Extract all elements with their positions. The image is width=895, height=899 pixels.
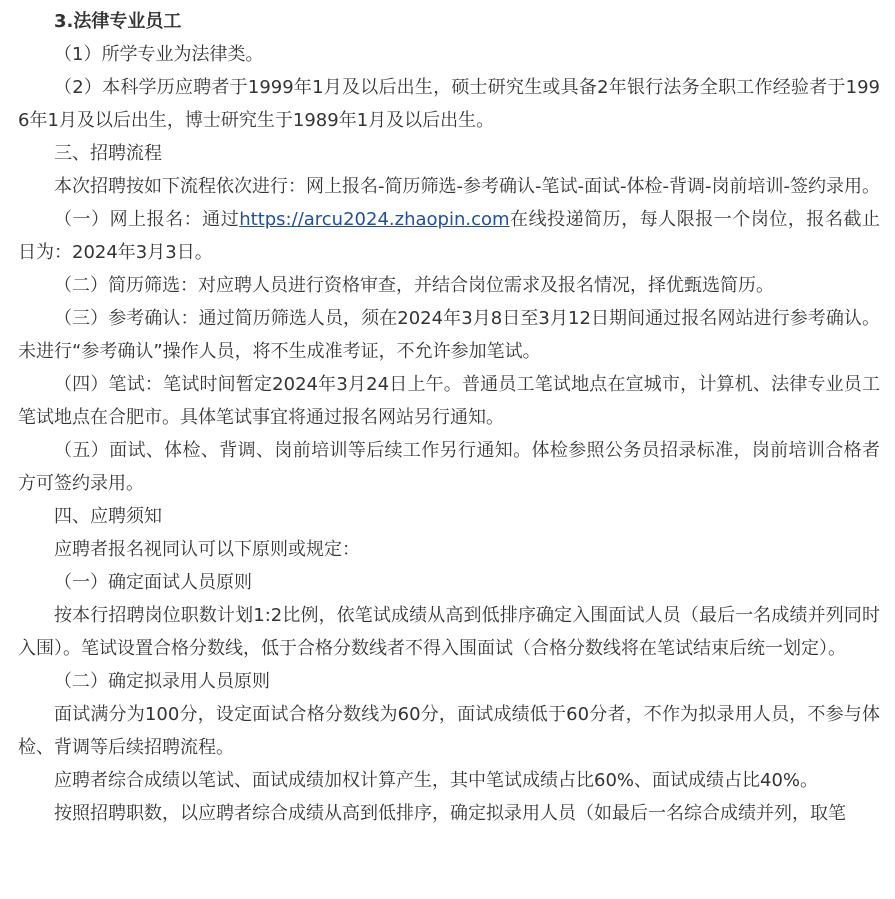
document-body — [18, 5, 880, 830]
legal-requirement-1: （1）所学专业为法律类。 — [54, 44, 264, 65]
process-step-2: （二）简历筛选：对应聘人员进行资格审查，并结合岗位需求及报名情况，择优甄选简历。 — [54, 275, 774, 296]
process-step-3: （三）参考确认：通过简历筛选人员，须在2024年3月8日至3月12日期间通过报名网站进行参考确认。未进行“参考确认”操作人员，将不生成准考证，不允许参加笔试。 — [18, 308, 880, 362]
section-heading-notice: 四、应聘须知 — [54, 506, 162, 527]
process-intro: 本次招聘按如下流程依次进行：网上报名-简历筛选-参考确认-笔试-面试-体检-背调-岗前培训-签约录用。 — [54, 176, 880, 197]
rule-1-title: （一）确定面试人员原则 — [54, 572, 252, 593]
section-heading-legal: 3.法律专业员工 — [54, 11, 182, 32]
rule-2-body-3: 按照招聘职数，以应聘者综合成绩从高到低排序，确定拟录用人员（如最后一名综合成绩并列，取笔 — [54, 803, 846, 824]
step1-prefix: （一）网上报名：通过 — [54, 209, 240, 230]
process-step-4: （四）笔试：笔试时间暂定2024年3月24日上午。普通员工笔试地点在宣城市，计算机、法律专业员工笔试地点在合肥市。具体笔试事宜将通过报名网站另行通知。 — [18, 374, 880, 428]
process-step-1 — [18, 203, 880, 269]
legal-requirement-2: （2）本科学历应聘者于1999年1月及以后出生，硕士研究生或具备2年银行法务全职工作经验者于1996年1月及以后出生，博士研究生于1989年1月及以后出生。 — [18, 77, 880, 131]
step1-suffix: 在线投递简历，每人限报一个岗位，报名截止日为：2024年3月3日。 — [18, 209, 880, 263]
rule-2-body-2: 应聘者综合成绩以笔试、面试成绩加权计算产生，其中笔试成绩占比60%、面试成绩占比40%。 — [54, 770, 819, 791]
rule-2-title: （二）确定拟录用人员原则 — [54, 671, 270, 692]
rule-1-body: 按本行招聘岗位职数计划1:2比例，依笔试成绩从高到低排序确定入围面试人员（最后一名成绩并列同时入围）。笔试设置合格分数线，低于合格分数线者不得入围面试（合格分数线将在笔试结束后统一划定）。 — [18, 605, 880, 659]
process-step-5: （五）面试、体检、背调、岗前培训等后续工作另行通知。体检参照公务员招录标准，岗前培训合格者方可签约录用。 — [18, 440, 880, 494]
section-heading-process: 三、招聘流程 — [54, 143, 162, 164]
notice-intro: 应聘者报名视同认可以下原则或规定： — [54, 539, 360, 560]
rule-2-body-1: 面试满分为100分，设定面试合格分数线为60分，面试成绩低于60分者，不作为拟录用人员，不参与体检、背调等后续招聘流程。 — [18, 704, 880, 758]
registration-link[interactable]: https://arcu2024.zhaopin.com — [239, 209, 510, 230]
